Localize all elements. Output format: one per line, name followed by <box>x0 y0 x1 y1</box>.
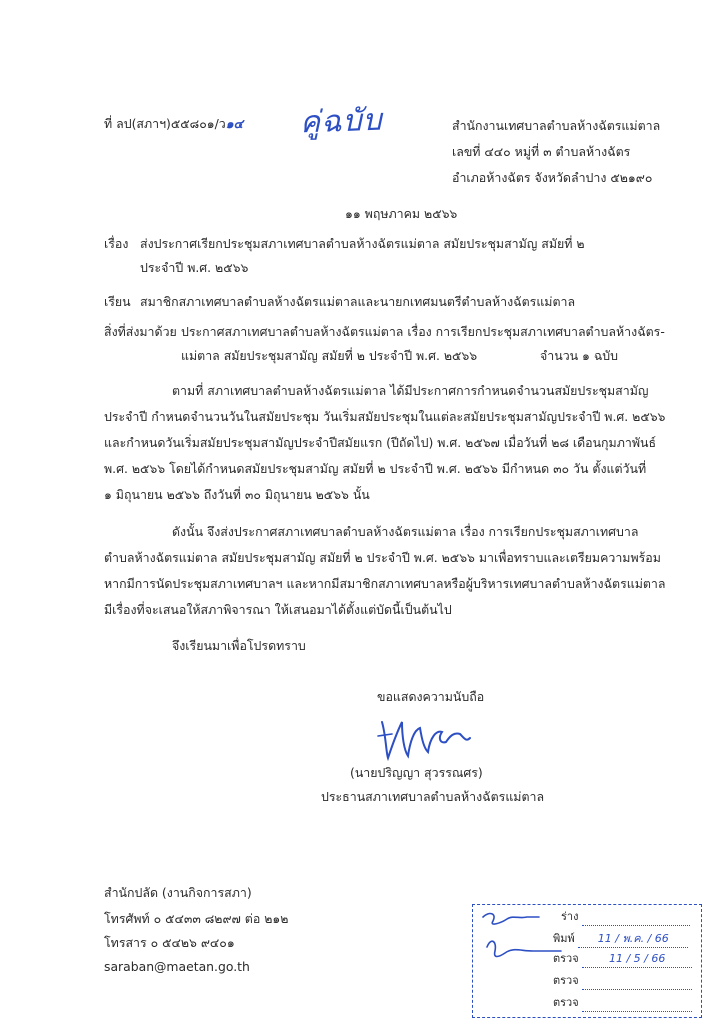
enclosure-quantity: จำนวน ๑ ฉบับ <box>540 348 619 363</box>
doc-number-handwritten: ๑๔ <box>225 116 244 131</box>
routing-row-label: ตรวจ <box>553 974 579 987</box>
routing-handwritten-mark <box>477 907 557 967</box>
signer-name: (นายปริญญา สุวรรณศร) <box>350 765 483 780</box>
routing-row-value: 11 / พ.ค. / 66 <box>578 931 688 948</box>
subject-label: เรื่อง <box>104 236 129 251</box>
enclosure-line-2: แม่ตาล สมัยประชุมสามัญ สมัยที่ ๒ ประจำปี พ.ศ. ๒๕๖๖ <box>181 348 478 363</box>
routing-row-label: ตรวจ <box>553 996 579 1009</box>
subject-line-2: ประจำปี พ.ศ. ๒๕๖๖ <box>140 260 249 275</box>
para2-line: หากมีการนัดประชุมสภาเทศบาลฯ และหากมีสมาชิกสภาเทศบาลหรือผู้บริหารเทศบาลตำบลห้างฉัตรแม่ตาล <box>104 576 666 591</box>
address-line-1: เลขที่ ๔๔๐ หมู่ที่ ๓ ตำบลห้างฉัตร <box>452 144 631 159</box>
routing-row-value: 11 / 5 / 66 <box>582 951 692 968</box>
para2-line: ตำบลห้างฉัตรแม่ตาล สมัยประชุมสามัญ สมัยที่ ๒ ประจำปี พ.ศ. ๒๕๖๖ มาเพื่อทราบและเตรียมความพร้อม <box>104 550 661 565</box>
routing-row <box>553 951 692 968</box>
signature-image <box>372 712 482 762</box>
signer-position: ประธานสภาเทศบาลตำบลห้างฉัตรแม่ตาล <box>321 789 545 804</box>
routing-row-label: พิมพ์ <box>553 932 575 945</box>
handwritten-signature-icon <box>372 712 482 762</box>
footer-department: สำนักปลัด (งานกิจการสภา) <box>104 885 252 900</box>
recipient-label: เรียน <box>104 294 131 309</box>
routing-row <box>553 973 692 990</box>
footer-email[interactable]: saraban@maetan.go.th <box>104 959 250 974</box>
doc-number-printed: ที่ ลป(สภาฯ)๕๕๘๐๑/ว <box>104 116 226 131</box>
org-name: สำนักงานเทศบาลตำบลห้างฉัตรแม่ตาล <box>452 118 661 133</box>
enclosure-label: สิ่งที่ส่งมาด้วย <box>104 324 177 339</box>
routing-row-label: ตรวจ <box>553 952 579 965</box>
recipient-text: สมาชิกสภาเทศบาลตำบลห้างฉัตรแม่ตาลและนายกเทศมนตรีตำบลห้างฉัตรแม่ตาล <box>140 294 576 309</box>
routing-row-value <box>582 909 690 926</box>
closing-request: จึงเรียนมาเพื่อโปรดทราบ <box>172 638 306 653</box>
routing-row <box>553 995 692 1012</box>
routing-box <box>472 904 702 1018</box>
para1-line: ๑ มิถุนายน ๒๕๖๖ ถึงวันที่ ๓๐ มิถุนายน ๒๕๖๖ นั้น <box>104 487 370 502</box>
address-line-2: อำเภอห้างฉัตร จังหวัดลำปาง ๕๒๑๙๐ <box>452 170 653 185</box>
footer-phone: โทรศัพท์ ๐ ๕๔๓๓ ๘๒๙๗ ต่อ ๒๑๒ <box>104 911 289 926</box>
letter-date: ๑๑ พฤษภาคม ๒๕๖๖ <box>345 206 458 221</box>
subject-line-1: ส่งประกาศเรียกประชุมสภาเทศบาลตำบลห้างฉัตรแม่ตาล สมัยประชุมสามัญ สมัยที่ ๒ <box>140 236 585 251</box>
routing-row-label: ร่าง <box>561 910 579 923</box>
para2-line: ดังนั้น จึงส่งประกาศสภาเทศบาลตำบลห้างฉัตรแม่ตาล เรื่อง การเรียกประชุมสภาเทศบาล <box>172 524 639 539</box>
enclosure-line-1: ประกาศสภาเทศบาลตำบลห้างฉัตรแม่ตาล เรื่อง การเรียกประชุมสภาเทศบาลตำบลห้างฉัตร- <box>181 324 665 339</box>
para1-line: พ.ศ. ๒๕๖๖ โดยได้กำหนดสมัยประชุมสามัญ สมัยที่ ๒ ประจำปี พ.ศ. ๒๕๖๖ มีกำหนด ๓๐ วัน ตั้งแต่วันที่ <box>104 461 647 476</box>
para1-line: และกำหนดวันเริ่มสมัยประชุมสามัญประจำปีสมัยแรก (ปีถัดไป) พ.ศ. ๒๕๖๗ เมื่อวันที่ ๒๘ เดือนกุมภาพันธ์ <box>104 435 657 450</box>
routing-row-value <box>582 973 692 990</box>
routing-row <box>561 909 690 926</box>
routing-row-value <box>582 995 692 1012</box>
footer-fax: โทรสาร ๐ ๕๔๒๖ ๙๔๐๑ <box>104 935 235 950</box>
doc-number <box>104 116 243 132</box>
routing-row <box>553 931 688 948</box>
para2-line: มีเรื่องที่จะเสนอให้สภาพิจารณา ให้เสนอมาได้ตั้งแต่บัดนี้เป็นต้นไป <box>104 602 452 617</box>
copy-stamp: คู่ฉบับ <box>299 102 384 141</box>
para1-line: ตามที่ สภาเทศบาลตำบลห้างฉัตรแม่ตาล ได้มีประกาศการกำหนดจำนวนสมัยประชุมสามัญ <box>172 383 649 398</box>
para1-line: ประจำปี กำหนดจำนวนวันในสมัยประชุม วันเริ่มสมัยประชุมในแต่ละสมัยประชุมสามัญประจำปี พ.ศ. ๒๕๖๖ <box>104 409 666 424</box>
salutation: ขอแสดงความนับถือ <box>377 689 485 704</box>
